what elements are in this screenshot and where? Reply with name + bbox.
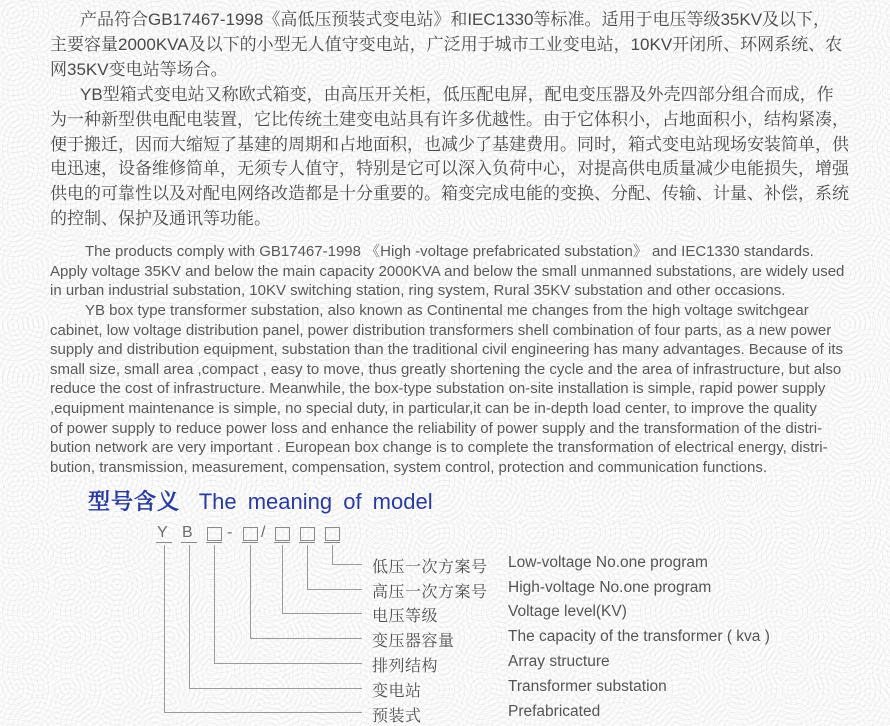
text-line: 电迅速，设备维修简单，无须专人值守，特别是它可以深入负荷中心，对提高供电质量减少电能损失，增强 [50,159,849,179]
diagram-label-en: High-voltage No.one program [508,579,712,596]
code-underline-tick [299,542,315,543]
code-underline-tick [181,542,197,543]
connector-hline-array [214,663,362,664]
text-line: 的控制、保护及通讯等功能。 [50,209,271,229]
connector-hline-hv-program [307,589,362,590]
section-title-en: The meaning of model [198,489,433,515]
text-line: 网35KV变电站等场合。 [50,59,228,79]
text-line: YB box type transformer substation, also known as Continental me changes from the high voltage switchgear [85,301,809,319]
code-underline-tick [324,542,340,543]
diagram-label-en: Array structure [508,653,610,670]
code-underline-tick [242,542,258,543]
diagram-label-en: The capacity of the transformer ( kva ) [508,628,770,645]
diagram-label-zh: 排列结构 [372,658,439,675]
text-line: 便于搬迁，因而大缩短了基建的周期和占地面积，也减少了基建费用。同时，箱式变电站现场安装简单，供 [50,134,849,154]
model-code-letter-y: Y [157,524,168,541]
model-code-letter-b: B [182,524,193,541]
text-line: 主要容量2000KVA及以下的小型无人值守变电站，广泛用于城市工业变电站，10KV开闭所、环网系统、农 [50,34,843,54]
text-line: 产品符合GB17467-1998《高低压预装式变电站》和IEC1330等标准。适用于电压等级35KV及以下， [80,10,831,29]
model-code-box-4 [300,527,315,541]
diagram-label-zh: 预装式 [372,708,422,725]
diagram-label-zh: 电压等级 [372,608,439,625]
text-line: in urban industrial substation, 10KV switching station, ring system, Rural 35KV substation and other occasions. [50,282,786,300]
text-line: The products comply with GB17467-1998 《High -voltage prefabricated substation》 and IEC1330 standards. [85,243,814,261]
diagram-label-zh: 变电站 [372,683,422,700]
diagram-label-zh: 高压一次方案号 [372,584,488,601]
diagram-row-prefabricated [372,703,792,723]
connector-vline-lv-program [332,545,333,564]
diagram-label-zh: 变压器容量 [372,633,455,650]
connector-hline-substation [189,688,362,689]
connector-hline-voltage-level [282,613,362,614]
diagram-row-hv-program [372,579,792,599]
connector-vline-voltage-level [282,545,283,613]
diagram-label-en: Prefabricated [508,703,601,720]
text-line: 为一种新型供电配电装置，它比传统土建变电站具有许多优越性。由于它体积小，占地面积小，结构紧凑， [50,109,849,129]
text-line: of power supply to reduce power loss and enhance the reliability of power supply and the transformation of the distri- [50,419,823,437]
model-code-box-2 [243,527,258,541]
connector-hline-capacity [250,638,362,639]
connector-hline-prefabricated [164,712,362,713]
text-line: bution, transmission, measurement, compensation, system control, protection and communication functions. [50,458,768,476]
text-line: YB型箱式变电站又称欧式箱变，由高压开关柜，低压配电屏，配电变压器及外壳四部分组合而成，作 [80,84,834,104]
connector-vline-capacity [250,545,251,638]
connector-hline-lv-program [332,564,362,565]
code-underline-tick [206,542,222,543]
diagram-label-en: Low-voltage No.one program [508,554,708,571]
text-line: reduce the cost of infrastructure. Meanwhile, the box-type substation on-site installation is simple, rapid power supply [50,380,826,398]
connector-vline-substation [189,545,190,688]
diagram-label-en: Transformer substation [508,678,667,695]
text-line: bution network are very important . European box change is to complete the transformation of electrical energy, distri- [50,439,828,457]
connector-vline-array [214,545,215,663]
connector-vline-hv-program [307,545,308,589]
code-underline-tick [156,542,172,543]
model-code-box-1 [207,527,222,541]
text-line: supply and distribution equipment, substation than the traditional civil engineering has many advantages. Because of its [50,341,843,359]
model-code-slash: / [261,524,266,541]
model-code-dash: - [227,524,233,541]
diagram-row-array-structure [372,653,792,673]
text-line: ,equipment maintenance is simple, no special duty, in particular,it can be in-depth load center, to improve the quality [50,399,817,417]
text-line: cabinet, low voltage distribution panel, power distribution transformers shell combination of four parts, as a new power [50,321,832,339]
diagram-label-zh: 低压一次方案号 [372,559,488,576]
diagram-row-capacity [372,628,792,648]
text-line: small size, small area ,compact , easy to move, thus greatly shortening the cycle and the area of infrastructure, but also [50,360,842,378]
diagram-row-substation [372,678,792,698]
code-underline-tick [274,542,290,543]
text-line: Apply voltage 35KV and below the main capacity 2000KVA and below the small unmanned substations, are widely used [50,262,845,280]
section-title-zh: 型号含义 [88,489,181,515]
model-code-box-5 [325,527,340,541]
model-code-box-3 [275,527,290,541]
connector-vline-prefabricated [164,545,165,713]
diagram-row-lv-program [372,554,792,574]
text-line: 供电的可靠性以及对配电网络改造都是十分重要的。箱变完成电能的变换、分配、传输、计量、补偿，系统 [50,184,849,204]
diagram-label-en: Voltage level(KV) [508,603,627,620]
diagram-row-voltage-level [372,603,792,623]
